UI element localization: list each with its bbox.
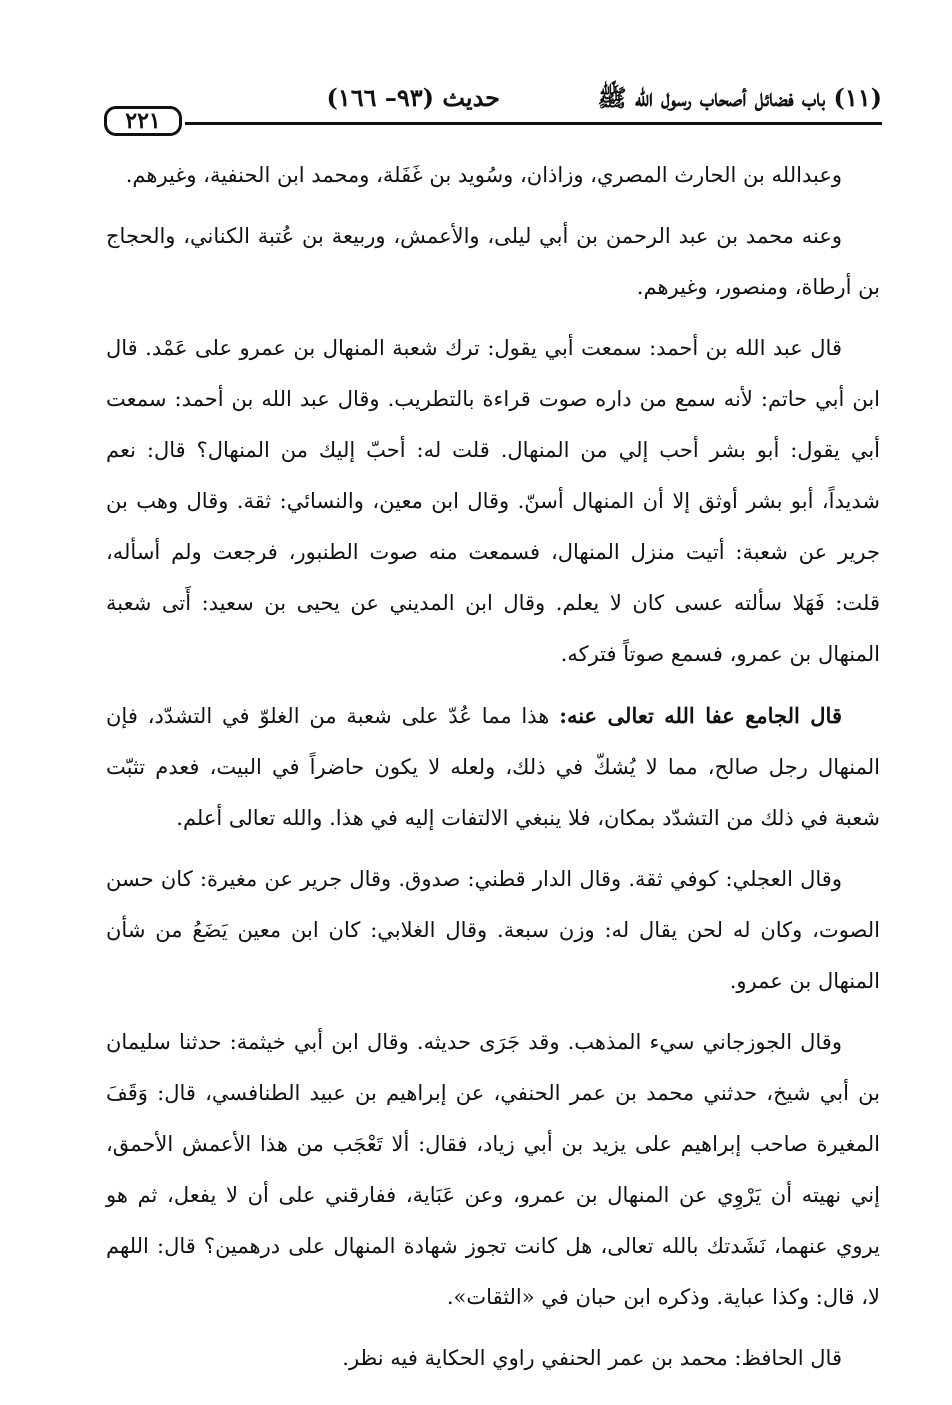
paragraph-text: هذا مما عُدّ على شعبة من الغلوّ في التشدّد، فإن المنهال رجل صالح، مما لا يُشكّ في ذلك، ولعله لا يكون حاضراً في البيت، فعدم تثبّت شعبة في ذلك من التشدّد بمكان، فلا ينبغي الالتفات إليه في هذا. والله تعالى أعلم. <box>106 704 880 830</box>
paragraph-text: وعبدالله بن الحارث المصري، وزاذان، وسُويد بن غَفَلة، ومحمد ابن الحنفية، وغيرهم. <box>125 163 842 187</box>
chapter-title: (١١) باب فضائل أصحاب رسول الله ﷺ <box>597 83 882 112</box>
paragraph <box>106 150 880 201</box>
paragraph <box>106 1017 880 1323</box>
page-body <box>106 150 880 1394</box>
paragraph-lead: قال الجامع عفا الله تعالى عنه: <box>559 703 842 728</box>
paragraph-text: وقال الجوزجاني سيء المذهب. وقد جَرَى حديثه. وقال ابن أبي خيثمة: حدثنا سليمان بن أبي شيخ، حدثني محمد بن عمر الحنفي، عن إبراهيم بن عبيد الطنافسي، قال: وَقَفَ المغيرة صاحب إبراهيم على يزيد بن أبي زياد، فقال: ألا تَعْجَب من هذا الأعمش الأحمق، إني نهيته أن يَرْوِي عن المنهال بن عمرو، وعن عَبَاية، ففارقني على أن لا يفعل، ثم هو يروي عنهما، نَشَدتك بالله تعالى، هل كانت تجوز شهادة المنهال على درهمين؟ قال: اللهم لا، قال: وكذا عباية. وذكره ابن حبان في «الثقات». <box>106 1030 880 1309</box>
paragraph <box>106 1333 880 1384</box>
header-rule <box>185 122 882 125</box>
paragraph-text: قال الحافظ: محمد بن عمر الحنفي راوي الحكاية فيه نظر. <box>342 1346 842 1370</box>
paragraph-text: وقال العجلي: كوفي ثقة. وقال الدار قطني: صدوق. وقال جرير عن مغيرة: كان حسن الصوت، وكان له لحن يقال له: وزن سبعة. وقال الغلابي: كان ابن معين يَضَعُ من شأن المنهال بن عمرو. <box>106 867 880 993</box>
paragraph-text: وعنه محمد بن عبد الرحمن بن أبي ليلى، والأعمش، وربيعة بن عُتبة الكناني، والحجاج بن أرطاة، ومنصور، وغيرهم. <box>106 224 880 299</box>
paragraph <box>106 854 880 1007</box>
paragraph <box>106 690 880 844</box>
page-header <box>100 78 882 134</box>
paragraph <box>106 323 880 680</box>
hadith-range: حديث (٩٣– ١٦٦) <box>326 83 500 112</box>
paragraph <box>106 211 880 313</box>
page-number: ٢٢١ <box>104 106 182 136</box>
paragraph-text: قال عبد الله بن أحمد: سمعت أبي يقول: ترك شعبة المنهال بن عمرو على عَمْد. قال ابن أبي حاتم: لأنه سمع من داره صوت قراءة بالتطريب. وقال عبد الله بن أحمد: سمعت أبي يقول: أبو بشر أحب إلي من المنهال. قلت له: أحبّ إليك من المنهال؟ قال: نعم شديداً، أبو بشر أوثق إلا أن المنهال أسنّ. وقال ابن معين، والنسائي: ثقة. وقال وهب بن جرير عن شعبة: أتيت منزل المنهال، فسمعت منه صوت الطنبور، فرجعت ولم أسأله، قلت: فَهَلا سألته عسى كان لا يعلم. وقال ابن المديني عن يحيى بن سعيد: أَتى شعبة المنهال بن عمرو، فسمع صوتاً فتركه. <box>106 336 880 666</box>
